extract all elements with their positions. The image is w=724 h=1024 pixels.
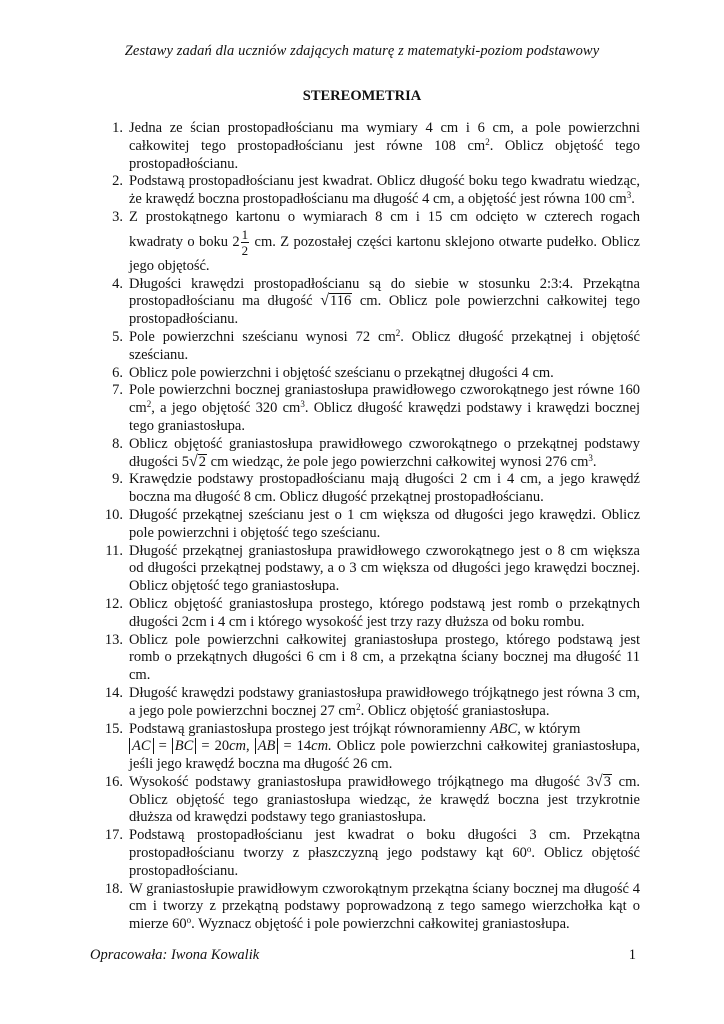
task-text: . — [631, 191, 635, 208]
task-number: 11. — [105, 542, 123, 559]
task-item — [90, 507, 640, 543]
superscript: 2 — [356, 701, 361, 712]
task-text: Podstawą graniastosłupa prostego jest trójkąt równoramienny — [129, 720, 490, 737]
unit-text: cm — [229, 738, 247, 755]
task-item — [90, 382, 640, 435]
task-text: Oblicz pole powierzchni całkowitej graniastosłupa, jeśli jego krawędź boczna ma długość 26 cm. — [129, 738, 640, 773]
abs-value: AC — [129, 738, 154, 754]
radical-sign-icon: √ — [320, 292, 330, 310]
task-text: . — [592, 453, 597, 470]
task-number: 17. — [104, 827, 123, 844]
task-item — [90, 471, 640, 507]
superscript: 3 — [626, 190, 632, 201]
task-number: 1. — [112, 120, 123, 136]
task-text: Długości krawędzi prostopadłościanu są do siebie w stosunku 2:3:4. Przekątna prostopadłościanu ma długość — [129, 275, 640, 310]
page-header: Zestawy zadań dla uczniów zdających maturę z matematyki-poziom podstawowy — [124, 43, 600, 59]
task-text: cm wiedząc, że pole jego powierzchni całkowitej wynosi 276 cm — [207, 453, 589, 470]
task-item — [90, 774, 640, 827]
triangle-name: ABC — [489, 720, 518, 737]
fraction — [241, 227, 250, 258]
abs-value: AB — [255, 738, 279, 754]
task-item — [90, 173, 640, 209]
task-number: 6. — [112, 364, 123, 381]
superscript: 3 — [300, 399, 305, 410]
radical-sign-icon: √ — [593, 772, 603, 790]
task-number: 18. — [104, 880, 123, 897]
square-root — [594, 774, 612, 790]
task-number: 16. — [104, 773, 123, 790]
task-text: . Oblicz długość krawędzi podstawy i krawędzi bocznej tego graniastosłupa. — [129, 400, 640, 434]
task-text: cm. Oblicz pole powierzchni całkowitej tego prostopadłościanu. — [129, 293, 640, 328]
equation-text: , — [246, 738, 255, 755]
task-text: Oblicz objętość graniastosłupa prawidłowego czworokątnego o przekątnej podstawy długości 5 — [129, 435, 640, 470]
task-item — [90, 365, 640, 383]
task-text: Oblicz pole powierzchni całkowitej graniastosłupa prostego, którego podstawą jest romb o przekątnych długości 6 cm i 8 cm, a przekątna ściany bocznej ma długość 11 cm. — [129, 631, 640, 684]
superscript: 3 — [588, 452, 593, 463]
task-item — [90, 827, 640, 880]
task-text: Jedna ze ścian prostopadłościanu ma wymiary 4 cm i 6 cm, a pole powierzchni całkowitej tego prostopadłościanu jest równe 108 cm — [129, 120, 640, 154]
task-number: 5. — [112, 328, 123, 345]
task-number: 15. — [104, 720, 123, 737]
task-number: 2. — [112, 173, 123, 190]
superscript: o — [186, 915, 192, 926]
task-text: . Oblicz długość przekątnej i objętość sześcianu. — [129, 328, 640, 363]
task-text: , a jego objętość 320 cm — [151, 400, 301, 417]
task-item — [90, 596, 640, 632]
task-text: . Wyznacz objętość i pole powierzchni całkowitej graniastosłupa. — [191, 916, 570, 933]
task-number: 12. — [104, 595, 123, 612]
task-item — [90, 881, 640, 934]
task-text: Z prostokątnego kartonu o wymiarach 8 cm i 15 cm odcięto w czterech rogach kwadraty o boku 2 — [129, 208, 640, 250]
task-number: 10. — [104, 506, 123, 523]
task-number: 13. — [104, 631, 123, 648]
task-text: . Oblicz objętość graniastosłupa. — [360, 702, 550, 719]
task-number: 7. — [112, 382, 123, 399]
radicand: 116 — [330, 293, 352, 310]
radicand: 3 — [603, 773, 611, 790]
task-text: . Oblicz objętość tego prostopadłościanu. — [129, 137, 641, 172]
fraction-numerator: 1 — [241, 226, 249, 242]
task-text: Podstawą prostopadłościanu jest kwadrat. Oblicz długość boku tego kwadratu wiedząc, że krawędź boczna prostopadłościanu ma długość 4 cm, a objętość jest równa 100 cm — [129, 173, 640, 208]
task-text: , w którym — [517, 720, 581, 737]
task-item — [90, 721, 640, 774]
task-text: Pole powierzchni sześcianu wynosi 72 cm — [129, 328, 396, 345]
square-root — [189, 454, 207, 470]
task-text: cm. Oblicz objętość tego graniastosłupa wiedząc, że krawędź boczna jest trzykrotnie dłuższa od krawędzi podstawy tego graniastosłupa. — [129, 773, 641, 826]
task-text: Wysokość podstawy graniastosłupa prawidłowego trójkątnego ma długość 3 — [129, 773, 594, 790]
superscript: o — [526, 844, 532, 855]
square-root — [320, 293, 352, 309]
equation-text: = 20 — [196, 738, 230, 755]
task-item — [90, 632, 640, 685]
task-item — [90, 685, 640, 721]
task-text: Oblicz pole powierzchni i objętość sześcianu o przekątnej długości 4 cm. — [129, 364, 554, 381]
superscript: 2 — [146, 399, 152, 410]
task-item — [90, 436, 640, 472]
task-item — [90, 120, 640, 173]
superscript: 2 — [395, 327, 401, 338]
task-text: Długość przekątnej sześcianu jest o 1 cm większa od długości jego krawędzi. Oblicz pole powierzchni i objętość tego sześcianu. — [129, 506, 640, 541]
task-text: cm. Z pozostałej części kartonu sklejono otwarte pudełko. Oblicz jego objętość. — [129, 233, 640, 274]
task-number: 9. — [112, 471, 123, 488]
page-title: STEREOMETRIA — [302, 88, 422, 104]
abs-value: BC — [172, 738, 197, 754]
unit-text: cm. — [311, 738, 332, 755]
radicand: 2 — [198, 453, 207, 470]
radical-sign-icon: √ — [189, 452, 198, 470]
task-text: Długość przekątnej graniastosłupa prawidłowego czworokątnego jest o 8 cm większa od długości przekątnej podstawy, a o 3 cm większa od długości jego krawędzi bocznej. Oblicz objętość tego graniastosłupa. — [129, 542, 640, 595]
equation-text: = — [153, 738, 172, 755]
task-item — [90, 329, 640, 365]
task-text: Podstawą prostopadłościanu jest kwadrat o boku długości 3 cm. Przekątna prostopadłościanu tworzy z płaszczyzną jego podstawy kąt 60 — [129, 827, 640, 862]
task-list — [90, 120, 640, 934]
task-text: Pole powierzchni bocznej graniastosłupa prawidłowego czworokątnego jest równe 160 cm — [129, 382, 640, 417]
task-number: 4. — [112, 275, 123, 292]
task-item — [90, 209, 640, 276]
superscript: 2 — [485, 136, 490, 147]
task-text: Długość krawędzi podstawy graniastosłupa prawidłowego trójkątnego jest równa 3 cm, a jego pole powierzchni bocznej 27 cm — [129, 684, 640, 719]
task-text: Oblicz objętość graniastosłupa prostego, którego podstawą jest romb o przekątnych długości 2cm i 4 cm i którego wysokość jest trzy razy dłuższa od boku rombu. — [129, 595, 640, 630]
task-item — [90, 276, 640, 329]
task-number: 14. — [104, 684, 123, 701]
task-item — [90, 543, 640, 596]
footer-author: Opracowała: Iwona Kowalik — [90, 947, 260, 963]
fraction-denominator: 2 — [241, 242, 249, 258]
task-text: W graniastosłupie prawidłowym czworokątnym przekątna ściany bocznej ma długość 4 cm i tworzy z przekątną podstawy poprowadzoną z tego samego wierzchołka kąt o mierze 60 — [129, 880, 640, 933]
equation-text: = 14 — [278, 738, 312, 755]
page-number: 1 — [628, 947, 636, 963]
task-number: 8. — [112, 435, 123, 452]
task-number: 3. — [112, 208, 123, 225]
task-text: . Oblicz objętość prostopadłościanu. — [129, 845, 640, 879]
task-text: Krawędzie podstawy prostopadłościanu mają długości 2 cm i 4 cm, a jego krawędź boczna ma długość 8 cm. Oblicz długość przekątnej prostopadłościanu. — [129, 471, 640, 506]
